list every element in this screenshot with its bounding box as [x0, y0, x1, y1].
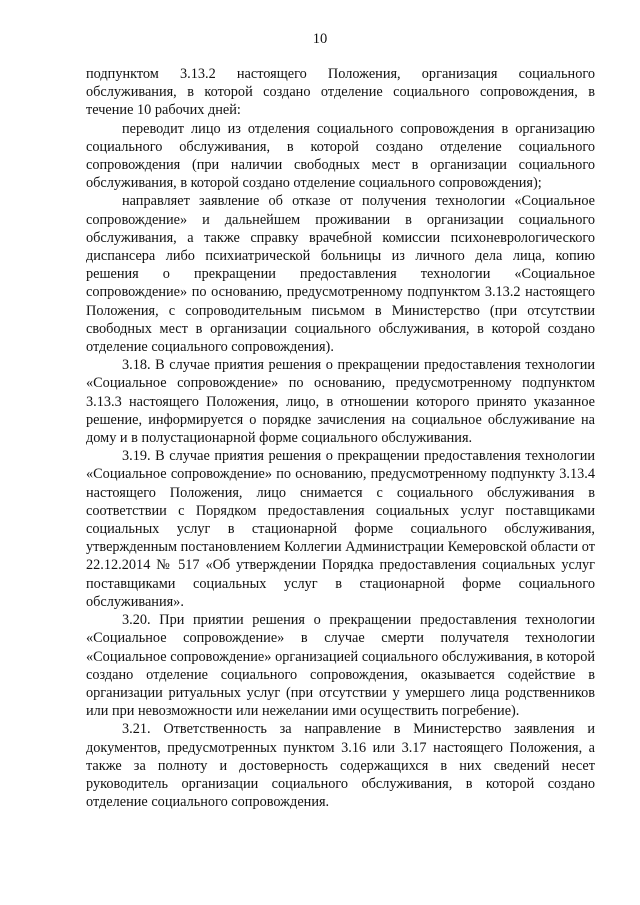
- document-body: [86, 65, 595, 811]
- paragraph-transfer: переводит лицо из отделения социального сопровождения в организацию социального обслуживания, в которой создано отделение социального сопровождения (при наличии свободных мест в организации социального обслуживания, в которой создано отделение социального сопровождения);: [86, 120, 595, 192]
- paragraph-3-21: 3.21. Ответственность за направление в Министерство заявления и документов, предусмотренных пунктом 3.16 или 3.17 настоящего Положения, а также за полноту и достоверность содержащихся в них сведений несет руководитель организации социального обслуживания, в которой создано отделение социального сопровождения.: [86, 721, 595, 811]
- paragraph-refusal-statement: направляет заявление об отказе от получения технологии «Социальное сопровождение» и дальнейшем проживании в организации социального обслуживания, а также справку врачебной комиссии психоневрологического диспансера либо психиатрической больницы из личного дела лица, копию решения о прекращении предоставления технологии «Социальное сопровождение» по основанию, предусмотренному подпунктом 3.13.2 настоящего Положения, с сопроводительным письмом в Министерство (при отсутствии свободных мест в организации социального обслуживания, в которой создано отделение социального сопровождения).: [86, 193, 595, 356]
- paragraph-3-20: 3.20. При приятии решения о прекращении предоставления технологии «Социальное сопровождение» в случае смерти получателя технологии «Социальное сопровождение» организацией социального обслуживания, в которой создано отделение социального сопровождения, оказывается содействие в организации ритуальных услуг (при отсутствии у умершего лица родственников или при невозможности или нежелании ими осуществить погребение).: [86, 612, 595, 720]
- paragraph-3-19: 3.19. В случае приятия решения о прекращении предоставления технологии «Социальное сопровождение» по основанию, предусмотренному подпункту 3.13.4 настоящего Положения, лицо снимается с социального обслуживания в соответствии с Порядком предоставления социальных услуг поставщиками социальных услуг в стационарной форме социального обслуживания, утвержденным постановлением Коллегии Администрации Кемеровской области от 22.12.2014 № 517 «Об утверждении Порядка предоставления социальных услуг поставщиками социальных услуг в стационарной форме социального обслуживания».: [86, 448, 595, 610]
- page-number: 10: [312, 31, 328, 47]
- paragraph-continuation: подпунктом 3.13.2 настоящего Положения, организация социального обслуживания, в которой создано отделение социального сопровождения, в течение 10 рабочих дней:: [86, 66, 595, 119]
- paragraph-3-18: 3.18. В случае приятия решения о прекращении предоставления технологии «Социальное сопровождение» по основанию, предусмотренному подпунктом 3.13.3 настоящего Положения, лицо, в отношении которого принято указанное решение, информируется о порядке зачисления на социальное обслуживание на дому и в полустационарной форме социального обслуживания.: [86, 357, 595, 447]
